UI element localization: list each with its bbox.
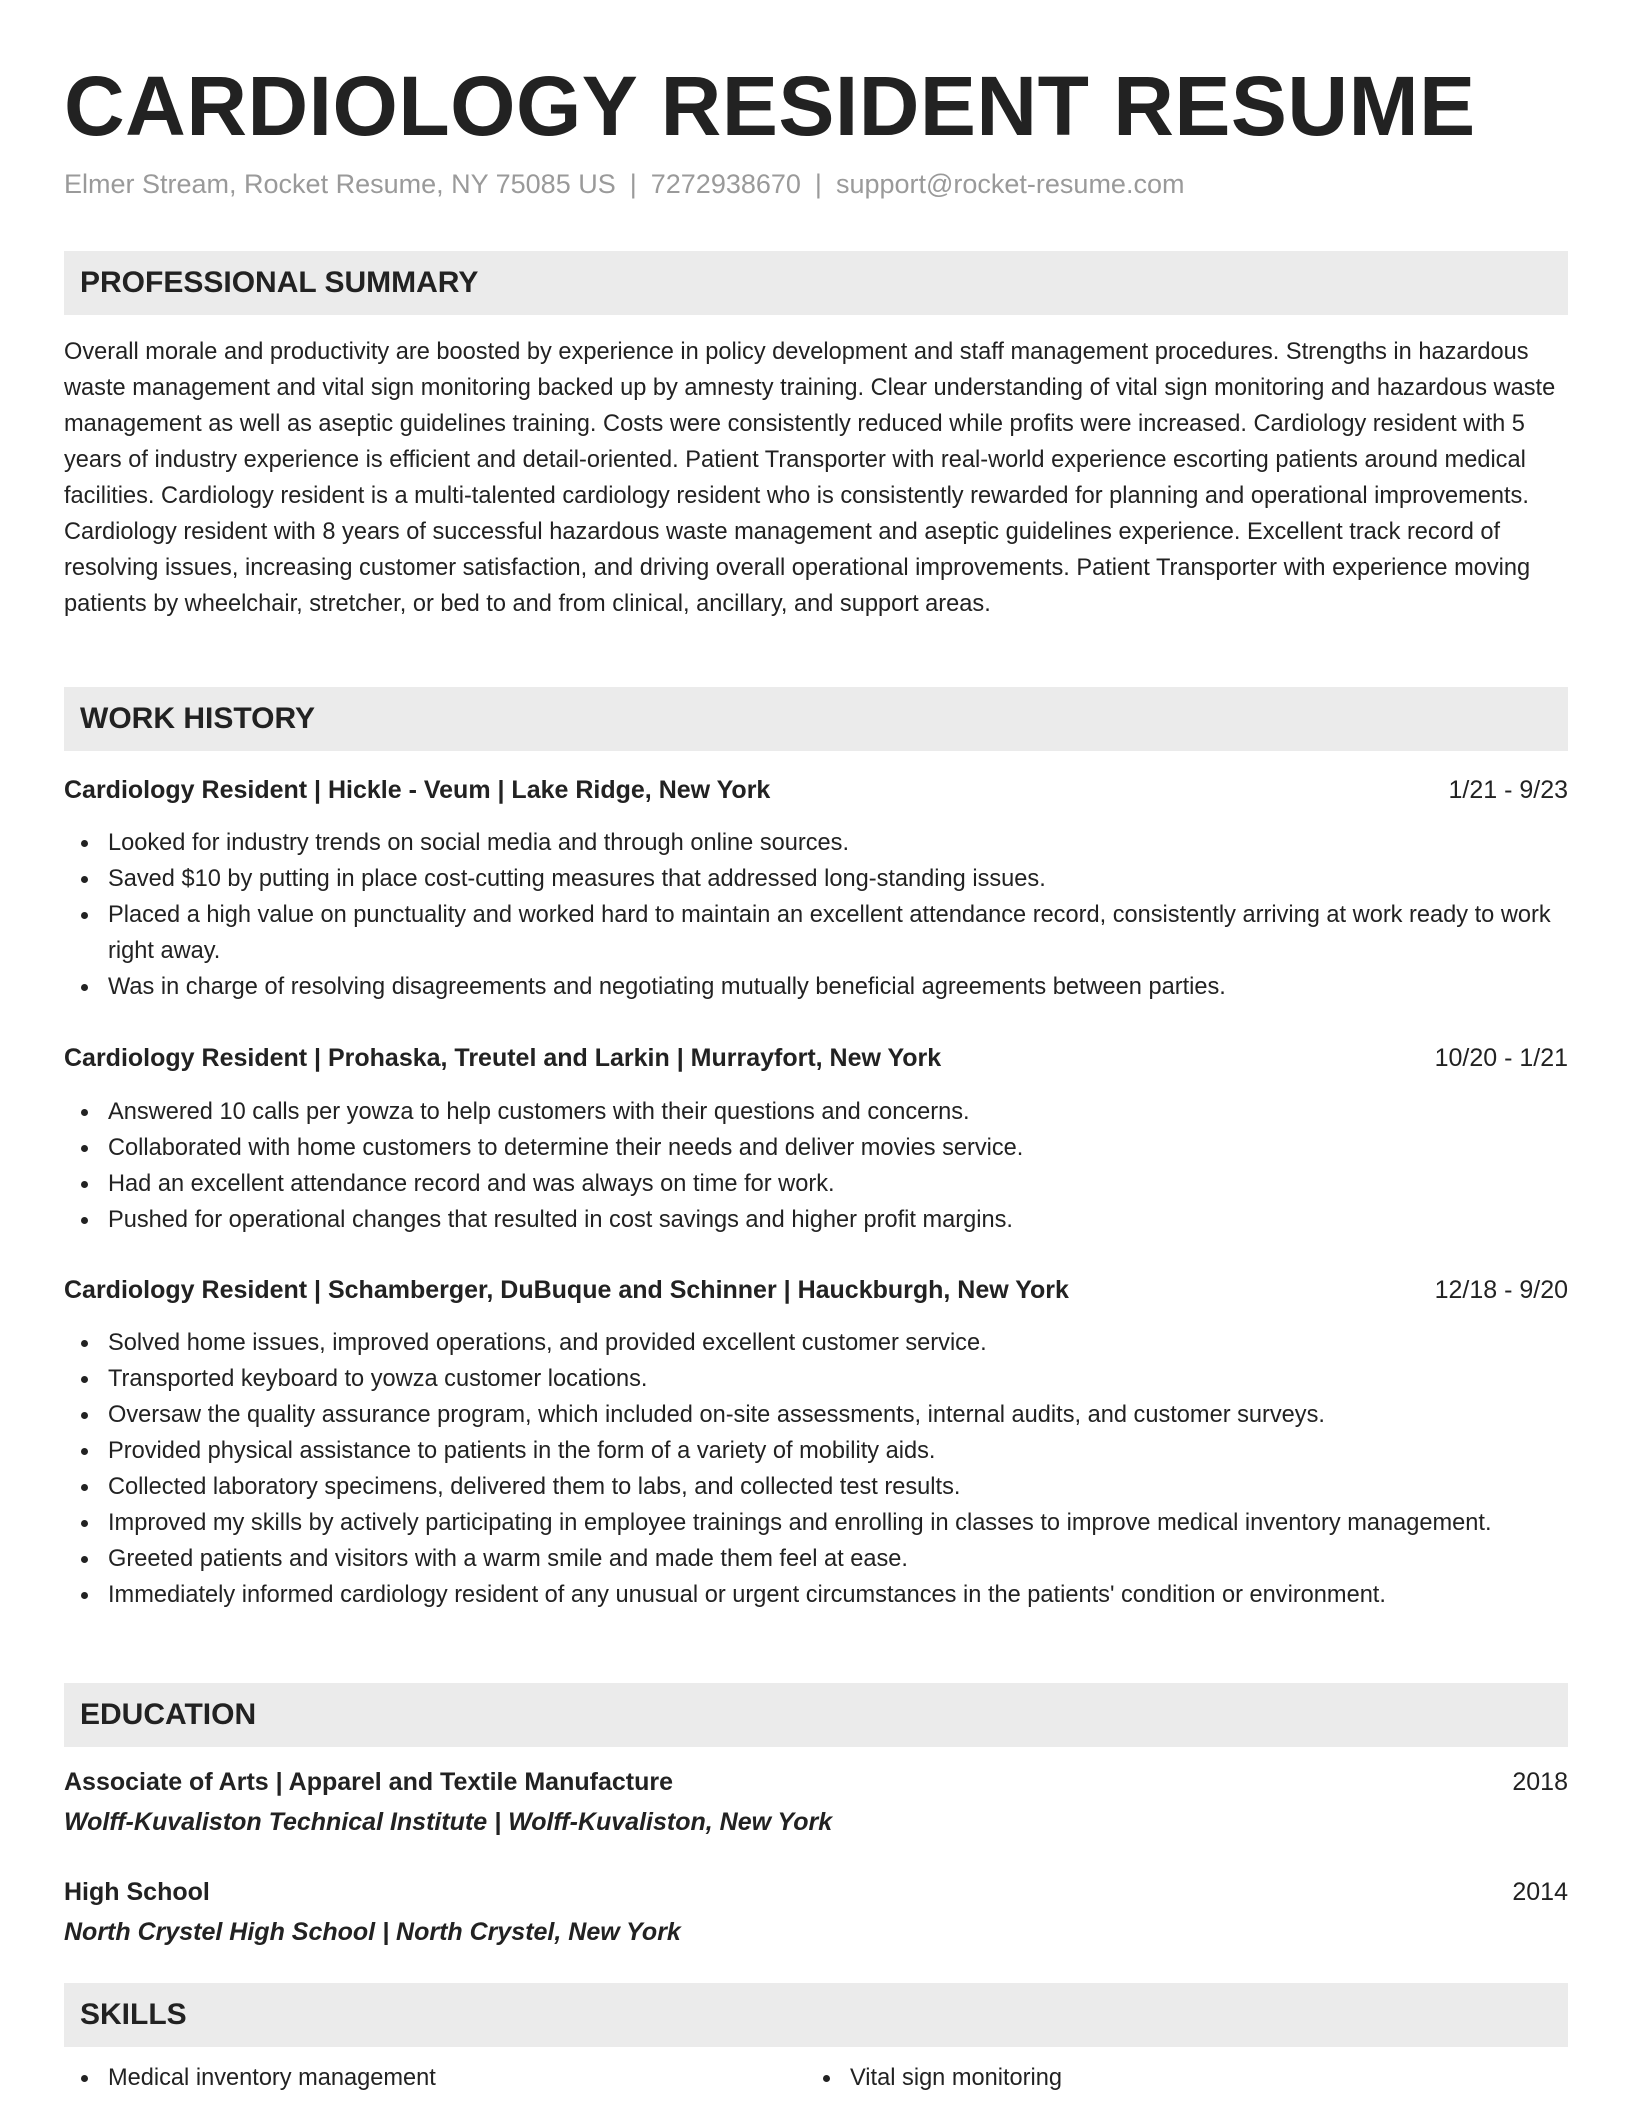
degree-year: 2018 <box>1512 1768 1568 1796</box>
job-bullet: Placed a high value on punctuality and worked hard to maintain an excellent attendance record, consistently arriving at work ready to work right away. <box>108 897 1568 969</box>
section-header-work-history: WORK HISTORY <box>64 687 1568 751</box>
section-header-skills: SKILLS <box>64 1983 1568 2047</box>
job-heading <box>64 1272 1568 1308</box>
education-degree <box>64 1874 1568 1910</box>
job-heading <box>64 1040 1568 1076</box>
job-bullet: Oversaw the quality assurance program, which included on-site assessments, internal audits, and customer surveys. <box>108 1397 1568 1433</box>
job-bullet: Had an excellent attendance record and was always on time for work. <box>108 1166 1568 1202</box>
summary-text: Overall morale and productivity are boosted by experience in policy development and staff management procedures. Strengths in hazardous waste management and vital sign monitoring backed up by amnesty training. Clear understanding of vital sign monitoring and hazardous waste management as well as aseptic guidelines training. Costs were consistently reduced while profits were increased. Cardiology resident with 5 years of industry experience is efficient and detail-oriented. Patient Transporter with real-world experience escorting patients around medical facilities. Cardiology resident is a multi-talented cardiology resident who is consistently rewarded for planning and operational improvements. Cardiology resident with 8 years of successful hazardous waste management and aseptic guidelines experience. Excellent track record of resolving issues, increasing customer satisfaction, and driving overall operational improvements. Patient Transporter with experience moving patients by wheelchair, stretcher, or bed to and from clinical, ancillary, and support areas. <box>64 339 1556 617</box>
job-title: Cardiology Resident | Hickle - Veum | Lake Ridge, New York <box>64 776 771 804</box>
education-degree <box>64 1764 1568 1800</box>
job-dates: 1/21 - 9/23 <box>1448 776 1568 804</box>
job-dates: 12/18 - 9/20 <box>1434 1276 1568 1304</box>
job-bullet: Pushed for operational changes that resulted in cost savings and higher profit margins. <box>108 1202 1568 1238</box>
degree-name: Associate of Arts | Apparel and Textile Manufacture <box>64 1768 673 1796</box>
job-bullet: Saved $10 by putting in place cost-cutting measures that addressed long-standing issues. <box>108 861 1568 897</box>
job-bullet-list <box>64 1094 1568 1238</box>
contact-line <box>64 166 1184 202</box>
job-title: Cardiology Resident | Schamberger, DuBuque and Schinner | Hauckburgh, New York <box>64 1276 1069 1304</box>
job-bullet: Looked for industry trends on social media and through online sources. <box>108 825 1568 861</box>
job-heading <box>64 772 1568 808</box>
resume-title: CARDIOLOGY RESIDENT RESUME <box>64 59 1476 153</box>
degree-name: High School <box>64 1878 210 1906</box>
job-bullet: Collected laboratory specimens, delivered them to labs, and collected test results. <box>108 1469 1568 1505</box>
contact-email: support@rocket-resume.com <box>835 169 1185 199</box>
contact-separator: | <box>814 169 822 199</box>
job-bullet: Transported keyboard to yowza customer locations. <box>108 1361 1568 1397</box>
contact-address: Elmer Stream, Rocket Resume, NY 75085 US <box>64 169 616 199</box>
job-bullet: Solved home issues, improved operations, and provided excellent customer service. <box>108 1325 1568 1361</box>
job-bullet: Immediately informed cardiology resident of any unusual or urgent circumstances in the patients' condition or environment. <box>108 1577 1568 1613</box>
section-header-summary: PROFESSIONAL SUMMARY <box>64 251 1568 315</box>
job-bullet: Answered 10 calls per yowza to help customers with their questions and concerns. <box>108 1094 1568 1130</box>
skills-list-right <box>806 2060 1506 2096</box>
section-header-education: EDUCATION <box>64 1683 1568 1747</box>
skill-item: Medical inventory management <box>108 2060 764 2096</box>
job-bullet: Improved my skills by actively participating in employee trainings and enrolling in classes to improve medical inventory management. <box>108 1505 1568 1541</box>
job-bullet: Greeted patients and visitors with a warm smile and made them feel at ease. <box>108 1541 1568 1577</box>
job-bullet: Collaborated with home customers to determine their needs and deliver movies service. <box>108 1130 1568 1166</box>
education-school: Wolff-Kuvaliston Technical Institute | Wolff-Kuvaliston, New York <box>64 1808 833 1836</box>
skill-item: Vital sign monitoring <box>850 2060 1506 2096</box>
job-bullet: Provided physical assistance to patients in the form of a variety of mobility aids. <box>108 1433 1568 1469</box>
degree-year: 2014 <box>1512 1878 1568 1906</box>
job-bullet-list <box>64 825 1568 1005</box>
contact-separator: | <box>629 169 637 199</box>
job-bullet-list <box>64 1325 1568 1613</box>
job-title: Cardiology Resident | Prohaska, Treutel and Larkin | Murrayfort, New York <box>64 1044 942 1072</box>
contact-phone: 7272938670 <box>650 169 801 199</box>
job-dates: 10/20 - 1/21 <box>1434 1044 1568 1072</box>
skills-list-left <box>64 2060 764 2096</box>
education-school: North Crystel High School | North Crystel, New York <box>64 1918 681 1946</box>
job-bullet: Was in charge of resolving disagreements and negotiating mutually beneficial agreements between parties. <box>108 969 1568 1005</box>
